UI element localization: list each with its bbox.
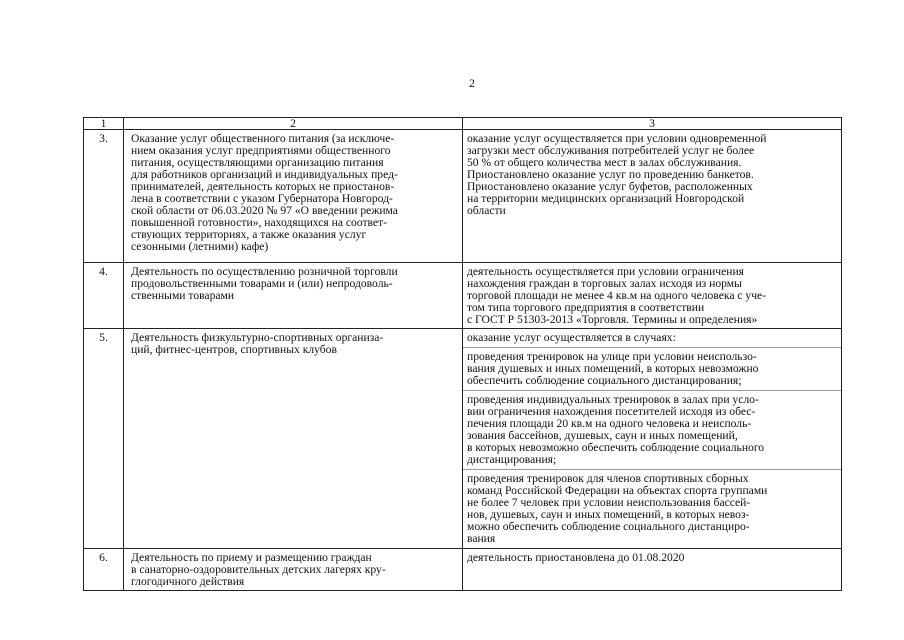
condition-paragraph: проведения тренировок для членов спортивных сборных команд Российской Федерации на объектах спорта группами не более 7 человек при условии неиспользования бассей- нов, душевых, саун и иных помещений, в которых невоз- можно обеспечить соблюдение социального дистанциро- вания [467, 472, 768, 545]
condition-paragraph: проведения тренировок на улице при условии неиспользо- вания душевых и иных помещений, в которых невозможно обеспечить соблюдение социального дистанцирования; [467, 350, 759, 387]
row-number: 5. [84, 329, 124, 549]
column-header-3: 3 [463, 118, 842, 130]
conditions-cell [463, 329, 842, 549]
activity-cell: Оказание услуг общественного питания (за исключе- нием оказания услуг предприятиями общественного питания, осуществляющими организацию питания для работников организаций и индивидуальных пред- принимателей, деятельность которых не приостанов- лена в соответствии с указом Губернатора Новгород- ской области от 06.03.2020 № 97 «О введении режима повышенной готовности», находящихся на соответ- ствующих территориях, а также оказания услуг сезонными (летними) кафе) [124, 130, 463, 263]
activity-cell: Деятельность физкультурно-спортивных организа- ций, фитнес-центров, спортивных клубов [124, 329, 463, 549]
condition-paragraph: проведения индивидуальных тренировок в залах при усло- вии ограничения нахождения посетителей исходя из обес- печения площади 20 кв.м на одного человека и неисполь- зования бассейнов, душевых, саун и иных помещений, в которых невозможно обеспечить соблюдение социального дистанцирования; [467, 393, 765, 466]
paragraph-divider [463, 469, 841, 470]
row-number: 4. [84, 263, 124, 329]
activity-cell: Деятельность по приему и размещению граждан в санаторно-оздоровительных детских лагерях кру- глогодичного действия [124, 549, 463, 591]
condition-paragraph: деятельность приостановлена до 01.08.2020 [467, 551, 685, 564]
table-row [84, 329, 842, 549]
table-row [84, 263, 842, 329]
table-header-row [84, 118, 842, 130]
column-header-1: 1 [84, 118, 124, 130]
conditions-cell [463, 549, 842, 591]
table-row [84, 130, 842, 263]
paragraph-divider [463, 390, 841, 391]
table-body [84, 130, 842, 591]
restrictions-table [83, 117, 842, 591]
page-number: 2 [469, 76, 475, 90]
column-header-2: 2 [124, 118, 463, 130]
row-number: 6. [84, 549, 124, 591]
table-row [84, 549, 842, 591]
condition-paragraph: оказание услуг осуществляется в случаях: [467, 331, 676, 344]
condition-paragraph: оказание услуг осуществляется при условии одновременной загрузки мест обслуживания потребителей услуг не более 50 % от общего количества мест в залах обслуживания. Приостановлено оказание услуг по проведению банкетов. Приостановлено оказание услуг буфетов, расположенных на территории медицинских организаций Новгородской области [467, 132, 767, 217]
conditions-cell [463, 130, 842, 263]
conditions-cell [463, 263, 842, 329]
condition-paragraph: деятельность осуществляется при условии ограничения нахождения граждан в торговых залах исходя из нормы торговой площади не менее 4 кв.м на одного человека с уче- том типа торгового предприятия в соответствии с ГОСТ Р 51303-2013 «Торговля. Термины и определения» [467, 265, 767, 326]
paragraph-divider [463, 347, 841, 348]
row-number: 3. [84, 130, 124, 263]
activity-cell: Деятельность по осуществлению розничной торговли продовольственными товарами и (или) непродоволь- ственными товарами [124, 263, 463, 329]
